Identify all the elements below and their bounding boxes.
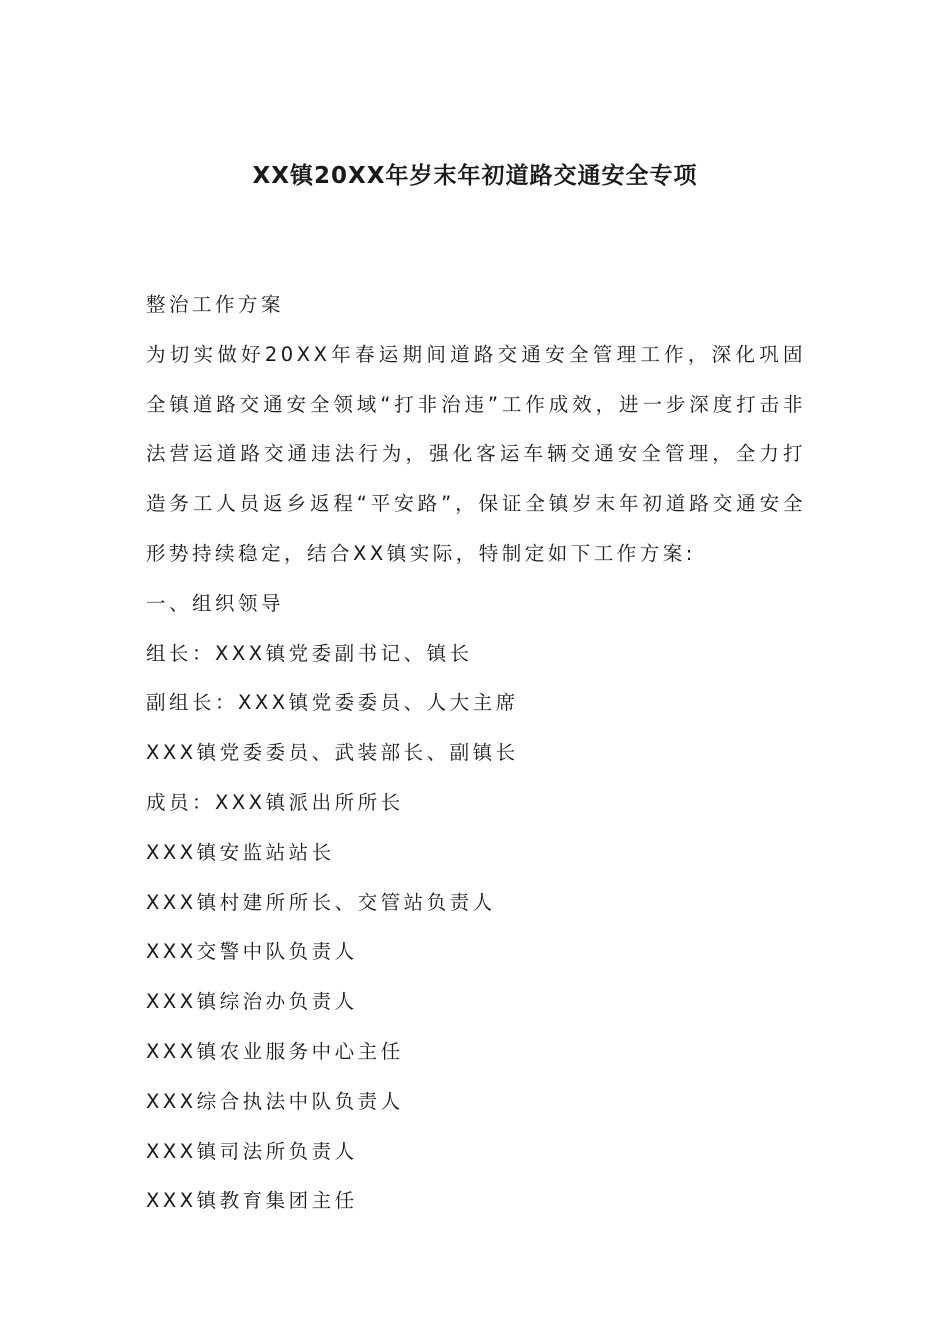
leader-line: 组长：XXX镇党委副书记、镇长	[146, 641, 473, 665]
member-line: XXX镇农业服务中心主任	[146, 1039, 404, 1063]
member-line: XXX镇司法所负责人	[146, 1139, 358, 1163]
member-line: XXX镇村建所所长、交管站负责人	[146, 890, 496, 914]
deputy-leader-line-2: XXX镇党委委员、武装部长、副镇长	[146, 741, 519, 765]
deputy-leader-line: 副组长：XXX镇党委委员、人大主席	[146, 691, 519, 715]
member-line: XXX综合执法中队负责人	[146, 1089, 404, 1113]
document-title: XX镇20XX年岁末年初道路交通安全专项	[252, 163, 698, 189]
member-line: XXX镇综治办负责人	[146, 990, 358, 1014]
document-subtitle: 整治工作方案	[146, 293, 285, 316]
section-heading: 一、组织领导	[146, 591, 285, 615]
member-line: XXX镇教育集团主任	[146, 1189, 358, 1213]
document-body	[146, 280, 806, 1226]
member-line: 成员：XXX镇派出所所长	[146, 790, 404, 814]
intro-paragraph: 为切实做好20XX年春运期间道路交通安全管理工作，深化巩固全镇道路交通安全领域“打非治违”工作成效，进一步深度打击非法营运道路交通违法行为，强化客运车辆交通安全管理，全力打造务工人员返乡返程“平安路”，保证全镇岁末年初道路交通安全形势持续稳定，结合XX镇实际，特制定如下工作方案:	[146, 342, 806, 565]
member-line: XXX镇安监站站长	[146, 840, 335, 864]
member-line: XXX交警中队负责人	[146, 940, 358, 964]
